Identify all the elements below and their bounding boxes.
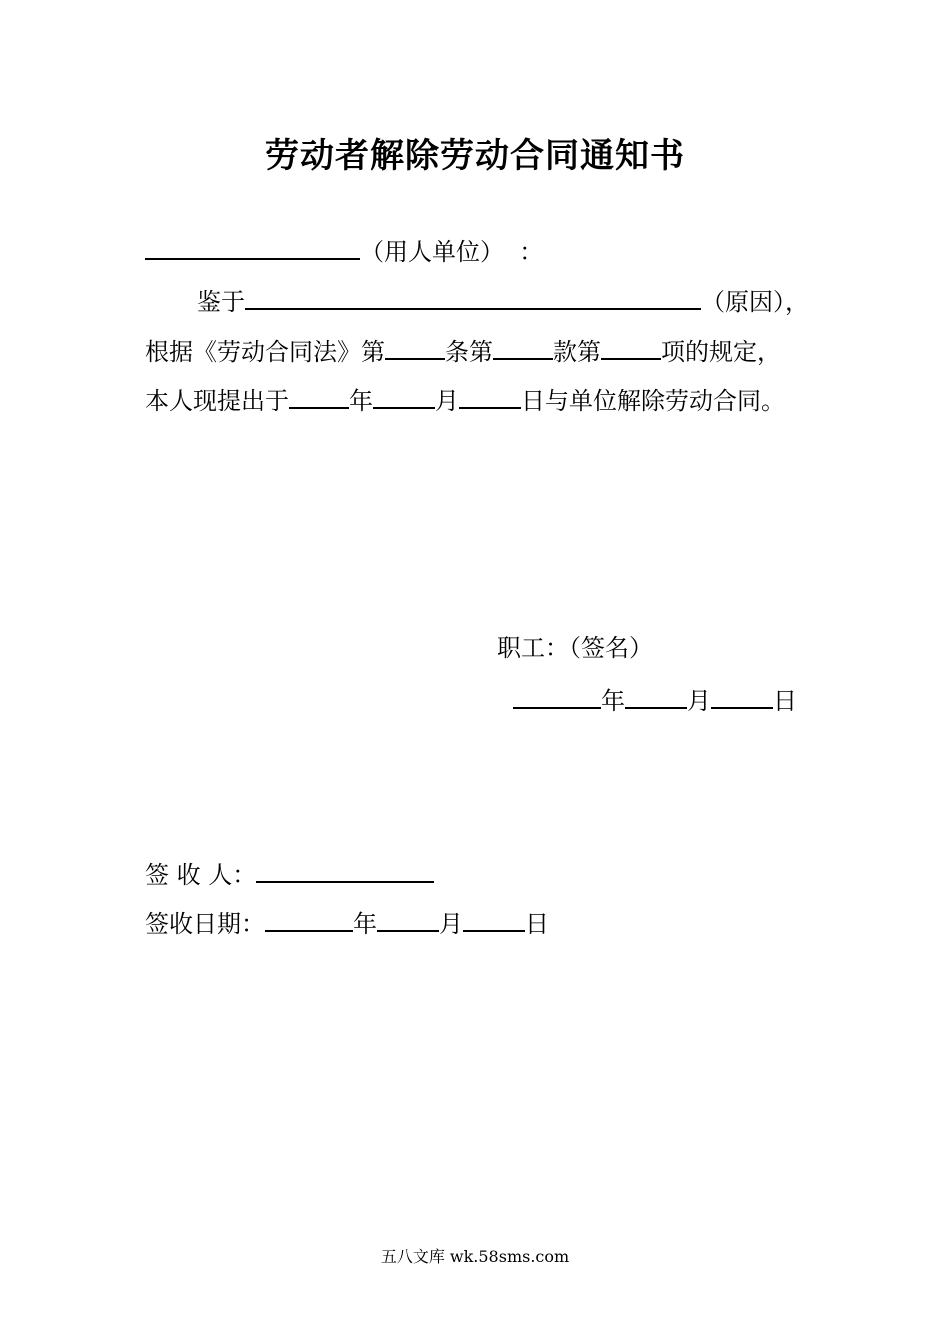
item-label: 项的规定， — [661, 338, 781, 366]
footer-source: 五八文库 wk.58sms.com — [380, 1247, 570, 1266]
reason-line — [197, 282, 809, 319]
notice-day-blank[interactable] — [459, 381, 521, 409]
employee-signature-label: 职工：（签名） — [497, 634, 653, 662]
reason-label: （原因）， — [701, 288, 809, 316]
addressee-line — [145, 232, 543, 269]
reason-blank[interactable] — [245, 282, 701, 310]
notice-year-label: 年 — [349, 387, 373, 415]
notice-year-blank[interactable] — [289, 381, 349, 409]
document-title: 劳动者解除劳动合同通知书 — [265, 136, 685, 176]
employee-month-label: 月 — [687, 687, 711, 715]
whereas-label: 鉴于 — [197, 288, 245, 316]
notice-day-suffix: 日与单位解除劳动合同。 — [521, 387, 785, 415]
receiver-blank[interactable] — [256, 855, 434, 883]
article-blank[interactable] — [385, 332, 445, 360]
receiver-label: 签 收 人： — [145, 861, 257, 889]
receipt-month-blank[interactable] — [377, 904, 439, 932]
receipt-day-blank[interactable] — [463, 904, 525, 932]
receiver-line — [145, 855, 434, 892]
receipt-year-blank[interactable] — [265, 904, 353, 932]
employer-blank[interactable] — [145, 232, 360, 260]
clause-blank[interactable] — [493, 332, 553, 360]
receipt-month-label: 月 — [439, 910, 463, 938]
employee-signature-line — [497, 631, 653, 665]
receipt-year-label: 年 — [353, 910, 377, 938]
employee-date-line — [513, 681, 797, 718]
notice-month-blank[interactable] — [373, 381, 435, 409]
law-line — [145, 332, 781, 369]
addressee-colon: ： — [519, 238, 544, 266]
article-label: 条第 — [445, 338, 493, 366]
employee-year-blank[interactable] — [513, 681, 601, 709]
employee-year-label: 年 — [601, 687, 625, 715]
notice-line — [145, 381, 785, 418]
notice-prefix: 本人现提出于 — [145, 387, 289, 415]
employee-day-label: 日 — [773, 687, 797, 715]
law-prefix: 根据《劳动合同法》第 — [145, 338, 385, 366]
clause-label: 款第 — [553, 338, 601, 366]
item-blank[interactable] — [601, 332, 661, 360]
receipt-day-label: 日 — [525, 910, 549, 938]
employee-month-blank[interactable] — [625, 681, 687, 709]
receipt-date-line — [145, 904, 549, 941]
notice-month-label: 月 — [435, 387, 459, 415]
employer-label: （用人单位） — [360, 238, 504, 266]
employee-day-blank[interactable] — [711, 681, 773, 709]
receipt-date-label: 签收日期： — [145, 910, 265, 938]
